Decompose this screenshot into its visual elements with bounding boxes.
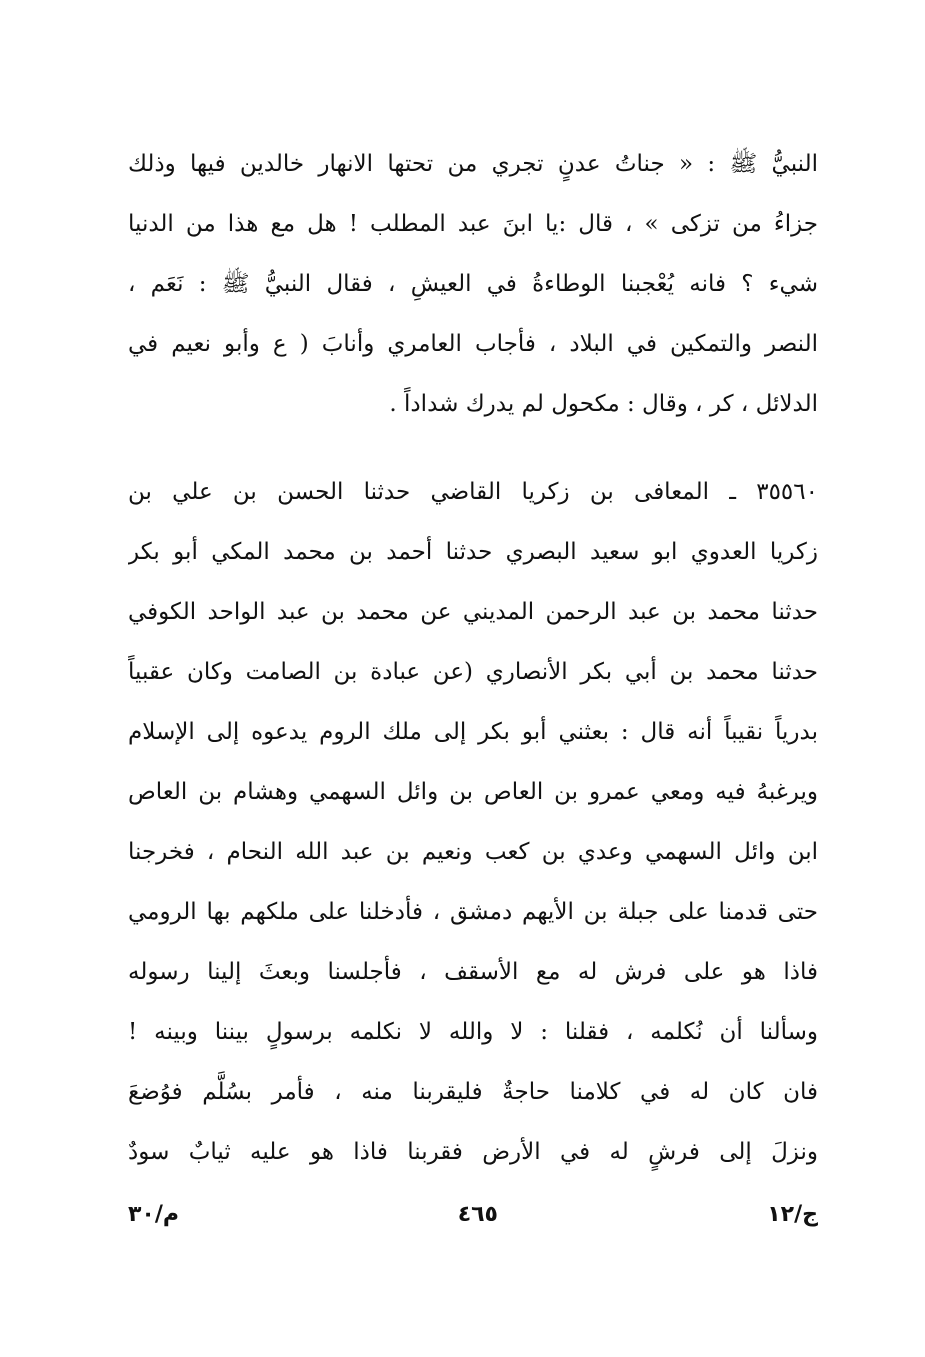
paragraph-1 bbox=[128, 134, 818, 434]
text-line: زكريا العدوي ابو سعيد البصري حدثنا أحمد بن محمد المكي أبو بكر bbox=[128, 539, 818, 565]
text-line: حدثنا محمد بن عبد الرحمن المديني عن محمد بن عبد الواحد الكوفي bbox=[128, 599, 818, 625]
paragraph-2 bbox=[128, 462, 818, 1182]
text-line: النصر والتمكين في البلاد ، فأجاب العامري وأنابَ ( ع وأبو نعيم في bbox=[128, 331, 818, 357]
signature-marker: م/٣٠ bbox=[128, 1202, 180, 1227]
text-line: حدثنا محمد بن أبي بكر الأنصاري (عن عبادة بن الصامت وكان عقبياً bbox=[128, 659, 818, 685]
text-line: فان كان له في كلامنا حاجةٌ فليقربنا منه ، فأمر بسُلَّم فوُضعَ bbox=[128, 1079, 818, 1105]
text-line: بدرياً نقيباً أنه قال : بعثني أبو بكر إلى ملك الروم يدعوه إلى الإسلام bbox=[128, 719, 818, 745]
text-line: وسألنا أن نُكلمه ، فقلنا : لا والله لا نكلمه برسولٍ بيننا وبينه ! bbox=[128, 1019, 818, 1045]
text-line: الدلائل ، كر ، وقال : مكحول لم يدرك شداداً . bbox=[389, 391, 818, 417]
text-line: فاذا هو على فرش له مع الأسقف ، فأجلسنا وبعثَ إلينا رسوله bbox=[128, 959, 818, 985]
text-line: حتى قدمنا على جبلة بن الأيهم دمشق ، فأدخلنا على ملكهم بها الرومي bbox=[128, 899, 818, 925]
page-number: ٤٦٥ bbox=[457, 1202, 498, 1227]
text-line: ونزلَ إلى فرشٍ له في الأرض فقربنا فاذا هو عليه ثيابٌ سودٌ bbox=[128, 1139, 818, 1165]
volume-marker: ج/١٢ bbox=[767, 1202, 818, 1227]
text-line: النبيُّ ﷺ : « جناتُ عدنٍ تجري من تحتها الانهار خالدين فيها وذلك bbox=[128, 151, 818, 177]
text-line: ويرغبهُ فيه ومعي عمرو بن العاص بن وائل السهمي وهشام بن العاص bbox=[128, 779, 818, 805]
text-line: ابن وائل السهمي وعدي بن كعب ونعيم بن عبد الله النحام ، فخرجنا bbox=[128, 839, 818, 865]
text-line: ٣٥٥٦٠ ـ المعافى بن زكريا القاضي حدثنا الحسن بن علي بن bbox=[128, 479, 818, 505]
text-line: جزاءُ من تزكى » ، قال :يا ابنَ عبد المطلب ! هل مع هذا من الدنيا bbox=[128, 211, 818, 237]
page-footer bbox=[128, 1202, 818, 1242]
text-line: شيء ؟ فانه يُعْجبنا الوطاءةُ في العيشِ ، فقال النبيُّ ﷺ : نَعَم ، bbox=[128, 271, 818, 297]
